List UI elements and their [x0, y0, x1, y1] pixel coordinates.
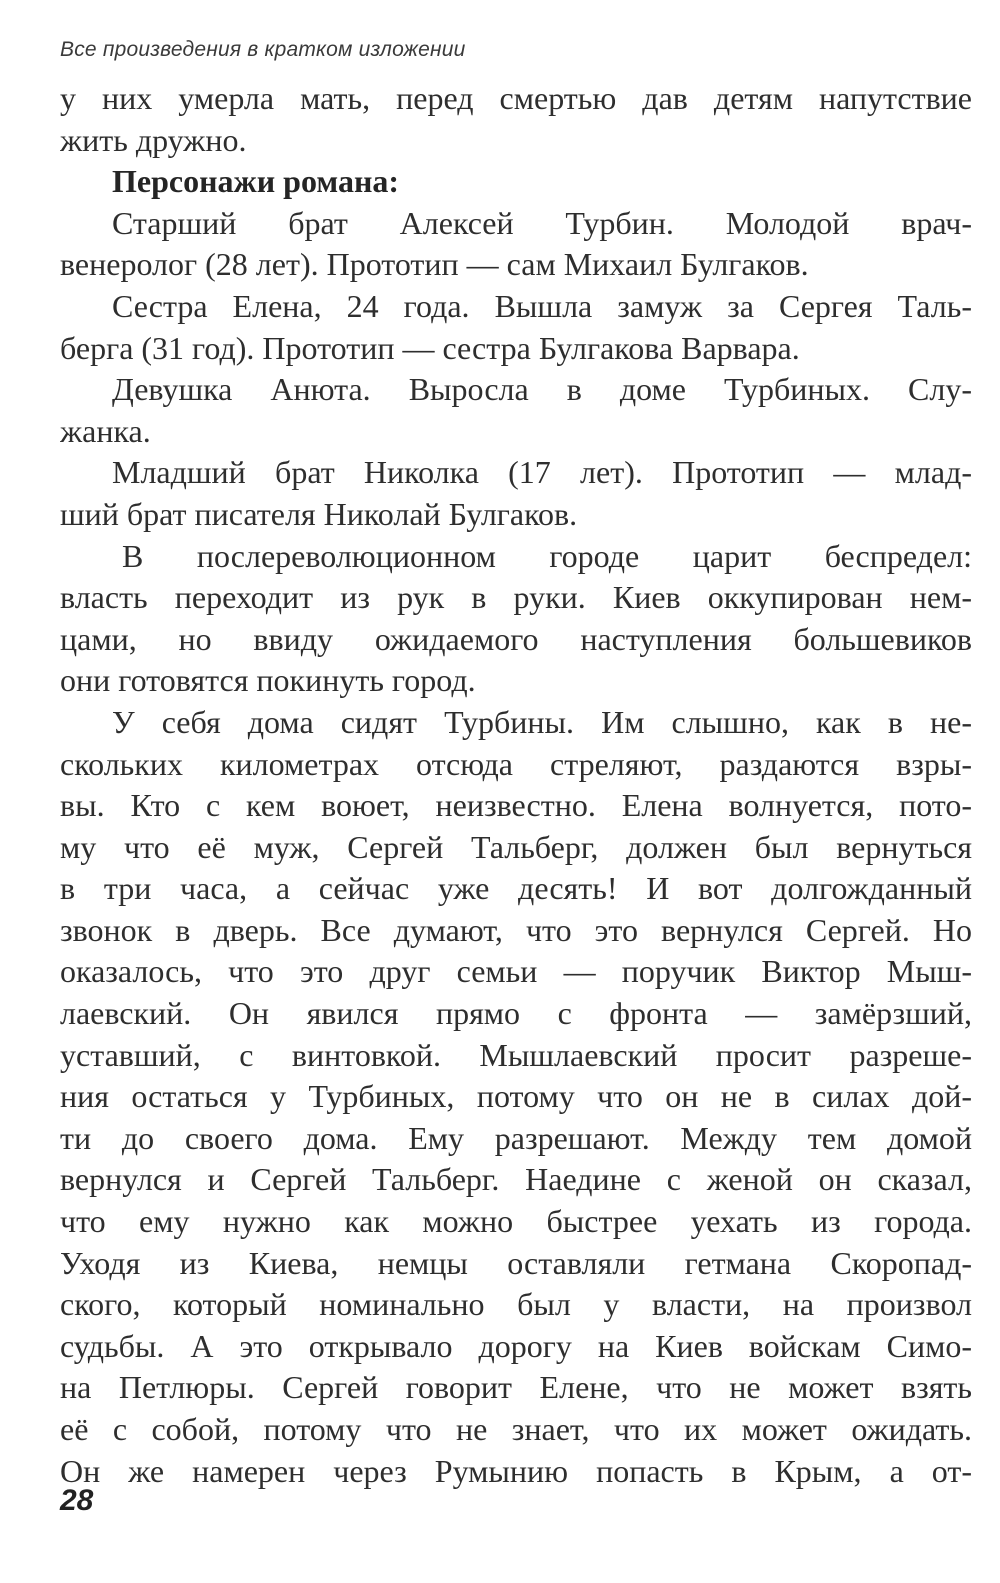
text-line: её с собой, потому что не знает, что их может ожидать. [60, 1411, 972, 1447]
text-line: ти до своего дома. Ему разрешают. Между тем домой [60, 1119, 972, 1156]
text-line: уставший, с винтовкой. Мышлаевский просит разреше- [60, 1036, 972, 1073]
text-line: в три часа, а сейчас уже десять! И вот долгожданный [60, 870, 972, 907]
text-line: лаевский. Он явился прямо с фронта — замёрзший, [60, 995, 972, 1032]
text-line: жанка. [60, 412, 151, 449]
body-text [60, 78, 972, 1492]
text-line: Младший брат Николка (17 лет). Прототип — млад- [112, 454, 972, 491]
text-line: жить дружно. [60, 121, 247, 158]
text-line: цами, но ввиду ожидаемого наступления большевиков [60, 620, 972, 657]
page-number: 28 [60, 1484, 94, 1517]
text-line: Сестра Елена, 24 года. Вышла замуж за Сергея Таль- [112, 287, 972, 324]
text-line: ния остаться у Турбиных, потому что он не в силах дой- [60, 1078, 972, 1115]
text-line: скольких километрах отсюда стреляют, раздаются взры- [60, 745, 972, 782]
text-line: Он же намерен через Румынию попасть в Крым, а от- [60, 1452, 972, 1489]
text-line: судьбы. А это открывало дорогу на Киев войскам Симо- [60, 1327, 972, 1364]
text-line: что ему нужно как можно быстрее уехать из города. [60, 1203, 972, 1240]
text-line: звонок в дверь. Все думают, что это вернулся Сергей. Но [60, 911, 972, 948]
running-header: Все произведения в кратком изложении [60, 38, 466, 61]
text-line: му что её муж, Сергей Тальберг, должен был вернуться [60, 828, 972, 865]
text-line: венеролог (28 лет). Прототип — сам Михаил Булгаков. [60, 246, 809, 283]
text-line: вернулся и Сергей Тальберг. Наедине с женой он сказал, [60, 1161, 972, 1198]
text-line: ского, который номинально был у власти, на произвол [60, 1286, 972, 1323]
text-line: В послереволюционном городе царит беспредел: [122, 537, 972, 574]
section-heading: Персонажи романа: [112, 163, 400, 200]
text-line: у них умерла мать, перед смертью дав детям напутствие [60, 80, 972, 116]
text-line: на Петлюры. Сергей говорит Елене, что не может взять [60, 1369, 972, 1406]
text-line: они готовятся покинуть город. [60, 662, 476, 699]
text-line: Уходя из Киева, немцы оставляли гетмана Скоропад- [60, 1244, 972, 1281]
text-line: власть переходит из рук в руки. Киев оккупирован нем- [60, 579, 972, 616]
text-line: Девушка Анюта. Выросла в доме Турбиных. Слу- [112, 371, 972, 408]
text-line: У себя дома сидят Турбины. Им слышно, как в не- [112, 703, 972, 740]
text-line: оказалось, что это друг семьи — поручик Виктор Мыш- [60, 953, 972, 990]
text-line: вы. Кто с кем воюет, неизвестно. Елена волнуется, пото- [60, 787, 972, 824]
text-line: ший брат писателя Николай Булгаков. [60, 495, 578, 532]
text-line: берга (31 год). Прототип — сестра Булгакова Варвара. [60, 329, 800, 366]
text-line: Старший брат Алексей Турбин. Молодой врач- [112, 204, 972, 241]
